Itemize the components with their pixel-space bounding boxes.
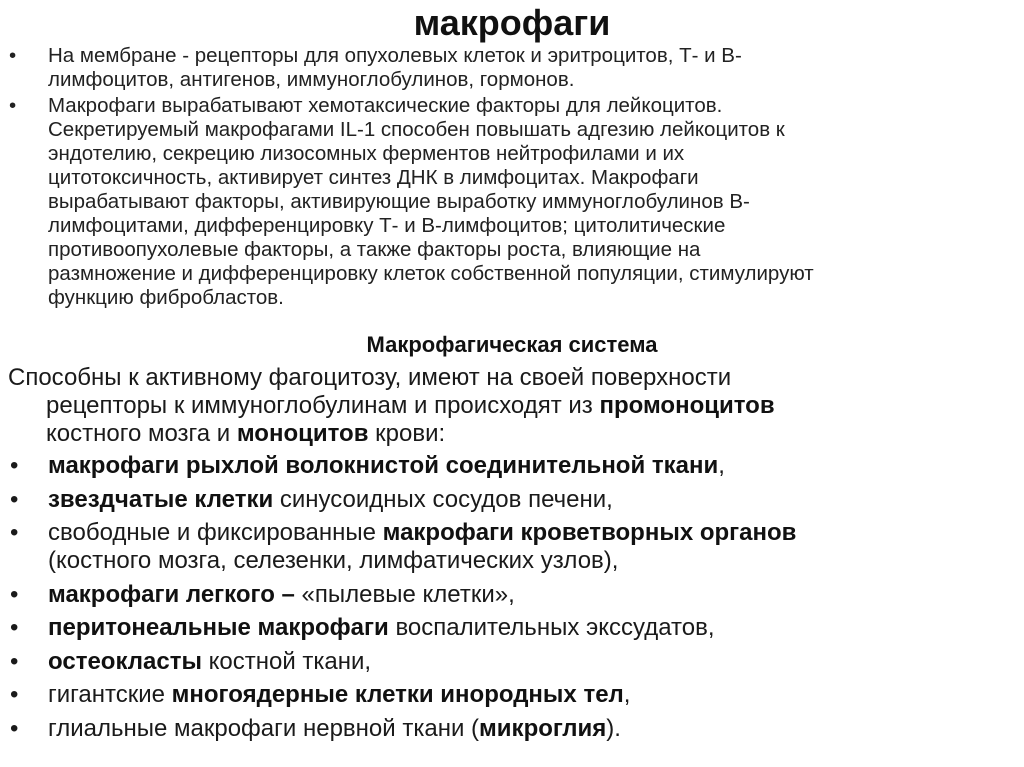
list-item-text: синусоидных сосудов печени,	[273, 485, 613, 513]
list-item-text: Макрофаги вырабатывают хемотаксические факторы для лейкоцитов. Секретируемый макрофагами IL-1 способен повышать адгезию лейкоцитов к эндотелию, секрецию лизосомных ферментов нейтрофилами и их цитотоксичность, активирует синтез ДНК в лимфоцитах. Макрофаги вырабатывают факторы, активирующие выработку иммуноглобулинов В- лимфоцитами, дифференцировку Т- и В-лимфоцитов; цитолитические противоопухолевые факторы, а также факторы роста, влияющие на размножение и дифференцировку клеток собственной популяции, стимулируют функцию фибробластов.	[48, 94, 814, 309]
list-item-text: воспалительных экссудатов,	[388, 614, 715, 641]
list-item	[6, 715, 1018, 743]
intro-term-monocytes: моноцитов	[236, 420, 369, 447]
macrophage-types-list	[6, 452, 1018, 743]
membrane-and-secretion-list	[6, 44, 1018, 310]
list-item	[6, 452, 1018, 480]
bullet-icon: •	[9, 94, 17, 117]
list-item-term: звездчатые клетки	[48, 485, 274, 513]
page-title: макрофаги	[413, 2, 611, 43]
list-item-text: свободные и фиксированные	[48, 519, 383, 546]
list-item	[6, 614, 1018, 642]
list-item-text: (костного мозга, селезенки, лимфатических узлов),	[48, 547, 619, 574]
list-item	[6, 581, 1018, 609]
list-item-term: перитонеальные макрофаги	[48, 614, 389, 641]
list-item-text: гигантские	[48, 681, 172, 708]
bullet-icon: •	[10, 452, 19, 479]
list-item	[6, 94, 1018, 310]
list-item-term: многоядерные клетки инородных тел	[171, 681, 624, 708]
list-item-text: ,	[623, 681, 631, 708]
bullet-icon: •	[10, 580, 19, 608]
intro-text: костного мозга и	[46, 420, 237, 447]
intro-text: рецепторы к иммуноглобулинам и происходят из	[46, 392, 600, 419]
intro-term-promonocytes: промоноцитов	[599, 392, 775, 419]
bullet-icon: •	[10, 681, 19, 708]
list-item	[6, 681, 1018, 709]
list-item	[6, 44, 1018, 92]
bullet-icon: •	[10, 485, 19, 513]
list-item-text: костной ткани,	[201, 647, 372, 675]
bullet-icon: •	[10, 614, 19, 641]
list-item-text: ).	[606, 714, 621, 742]
bullet-icon: •	[10, 647, 19, 675]
list-item	[6, 486, 1018, 514]
intro-line-1: Способны к активному фагоцитозу, имеют на своей поверхности	[8, 364, 732, 391]
bullet-icon: •	[9, 44, 17, 67]
section-subtitle: Макрофагическая система	[366, 332, 658, 357]
list-item-term: макрофаги легкого –	[48, 580, 302, 608]
list-item-text: «пылевые клетки»,	[301, 580, 515, 608]
list-item	[6, 519, 1018, 575]
list-item	[6, 648, 1018, 676]
list-item-term: макрофаги рыхлой волокнистой соединительной ткани	[48, 452, 719, 479]
list-item-text: На мембране - рецепторы для опухолевых клеток и эритроцитов, Т- и В- лимфоцитов, антигенов, иммуноглобулинов, гормонов.	[48, 44, 742, 91]
list-item-term: макрофаги кроветворных органов	[382, 519, 797, 546]
intro-line-2	[8, 392, 1008, 420]
intro-paragraph	[8, 364, 1008, 448]
list-item-term: остеокласты	[48, 647, 202, 675]
list-item-text: глиальные макрофаги нервной ткани (	[48, 714, 480, 742]
intro-text: крови:	[368, 420, 446, 447]
list-item-term: микроглия	[479, 714, 607, 742]
intro-line-3	[8, 420, 1008, 448]
bullet-icon: •	[10, 714, 19, 742]
list-item-text: ,	[718, 452, 725, 479]
bullet-icon: •	[10, 519, 19, 546]
